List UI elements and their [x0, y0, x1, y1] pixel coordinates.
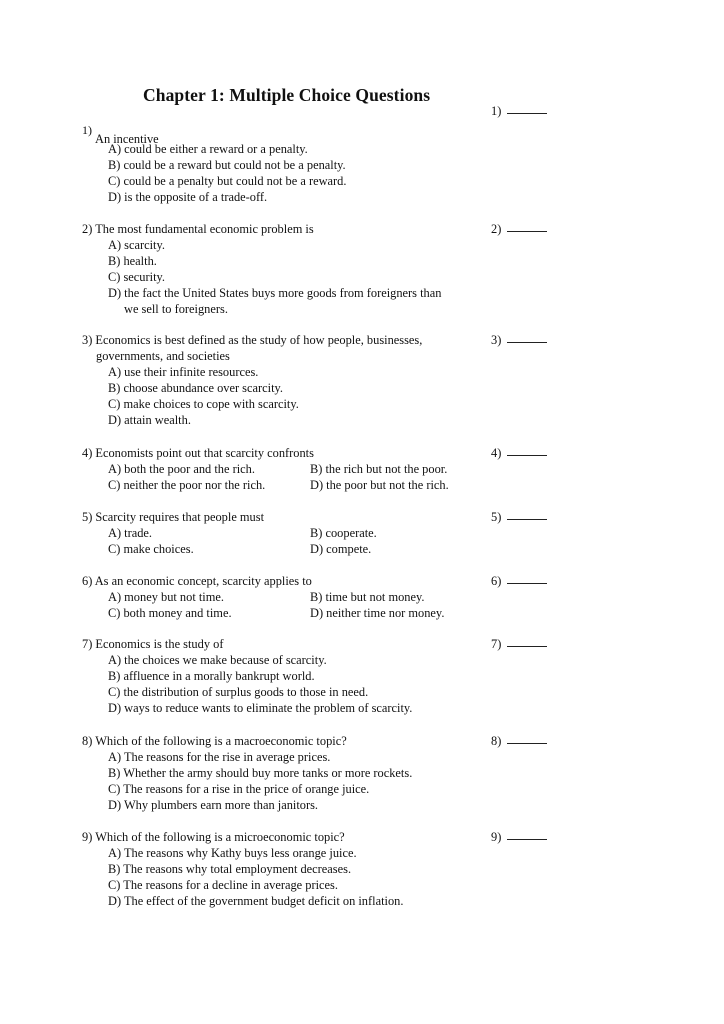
option-d: D) Why plumbers earn more than janitors. [108, 798, 319, 812]
answer-number: 3) [491, 333, 502, 347]
answer-line [507, 636, 547, 647]
answer-line [507, 733, 547, 744]
option-c: C) both money and time. [108, 606, 232, 620]
option-b: B) affluence in a morally bankrupt world. [108, 669, 315, 683]
answer-line [507, 332, 547, 343]
option-c: C) could be a penalty but could not be a reward. [108, 174, 347, 188]
option-c: C) The reasons for a decline in average prices. [108, 878, 338, 892]
answer-line [507, 221, 547, 232]
option-c: C) neither the poor nor the rich. [108, 478, 266, 492]
question-stem: 9) Which of the following is a microeconomic topic? [82, 830, 345, 844]
option-a: A) scarcity. [108, 238, 165, 252]
option-d: D) the fact the United States buys more goods from foreigners than [108, 286, 442, 300]
option-d: D) the poor but not the rich. [310, 478, 449, 492]
answer-number: 2) [491, 222, 502, 236]
answer-number: 4) [491, 446, 502, 460]
option-d: D) attain wealth. [108, 413, 191, 427]
question-stem: 5) Scarcity requires that people must [82, 510, 265, 524]
option-b: B) could be a reward but could not be a penalty. [108, 158, 346, 172]
question-stem: 6) As an economic concept, scarcity applies to [82, 574, 312, 588]
question-stem: 4) Economists point out that scarcity confronts [82, 446, 314, 460]
answer-line [507, 445, 547, 456]
answer-line [507, 103, 547, 114]
answer-blank-3[interactable] [491, 332, 547, 348]
option-d: D) compete. [310, 542, 372, 556]
option-a: A) use their infinite resources. [108, 365, 259, 379]
answer-blank-9[interactable] [491, 829, 547, 845]
answer-line [507, 573, 547, 584]
answer-line [507, 829, 547, 840]
option-a: A) the choices we make because of scarcity. [108, 653, 327, 667]
answer-number: 8) [491, 734, 502, 748]
option-b: B) The reasons why total employment decreases. [108, 862, 352, 876]
answer-blank-7[interactable] [491, 636, 547, 652]
option-a: A) The reasons for the rise in average prices. [108, 750, 331, 764]
option-c: C) The reasons for a rise in the price of orange juice. [108, 782, 370, 796]
option-d: D) The effect of the government budget deficit on inflation. [108, 894, 404, 908]
answer-blank-5[interactable] [491, 509, 547, 525]
option-a: A) trade. [108, 526, 153, 540]
option-d: D) is the opposite of a trade-off. [108, 190, 268, 204]
option-d: D) ways to reduce wants to eliminate the problem of scarcity. [108, 701, 413, 715]
option-a: A) money but not time. [108, 590, 224, 604]
option-c: C) make choices. [108, 542, 194, 556]
option-b: B) the rich but not the poor. [310, 462, 448, 476]
question-stem: 2) The most fundamental economic problem is [82, 222, 314, 236]
option-d: D) neither time nor money. [310, 606, 445, 620]
question-stem: 3) Economics is best defined as the study of how people, businesses, [82, 333, 423, 347]
option-d-continued: we sell to foreigners. [124, 302, 228, 316]
answer-number: 7) [491, 637, 502, 651]
question-stem: 8) Which of the following is a macroeconomic topic? [82, 734, 347, 748]
option-b: B) time but not money. [310, 590, 425, 604]
answer-line [507, 509, 547, 520]
answer-number: 6) [491, 574, 502, 588]
answer-number: 1) [491, 104, 502, 118]
option-b: B) cooperate. [310, 526, 377, 540]
option-c: C) security. [108, 270, 166, 284]
option-c: C) the distribution of surplus goods to those in need. [108, 685, 369, 699]
answer-blank-8[interactable] [491, 733, 547, 749]
question-number: 1) [82, 123, 92, 137]
option-b: B) choose abundance over scarcity. [108, 381, 283, 395]
question-stem-continued: governments, and societies [96, 349, 230, 363]
question-stem-text: An incentive [95, 132, 159, 146]
option-b: B) health. [108, 254, 157, 268]
answer-number: 5) [491, 510, 502, 524]
answer-number: 9) [491, 830, 502, 844]
answer-blank-6[interactable] [491, 573, 547, 589]
option-c: C) make choices to cope with scarcity. [108, 397, 299, 411]
answer-blank-1[interactable] [491, 103, 547, 119]
option-a: A) both the poor and the rich. [108, 462, 255, 476]
option-b: B) Whether the army should buy more tanks or more rockets. [108, 766, 413, 780]
option-a: A) could be either a reward or a penalty. [108, 142, 308, 156]
answer-blank-4[interactable] [491, 445, 547, 461]
question-stem: 7) Economics is the study of [82, 637, 224, 651]
answer-blank-2[interactable] [491, 221, 547, 237]
page-title: Chapter 1: Multiple Choice Questions [143, 85, 431, 105]
option-a: A) The reasons why Kathy buys less orange juice. [108, 846, 357, 860]
